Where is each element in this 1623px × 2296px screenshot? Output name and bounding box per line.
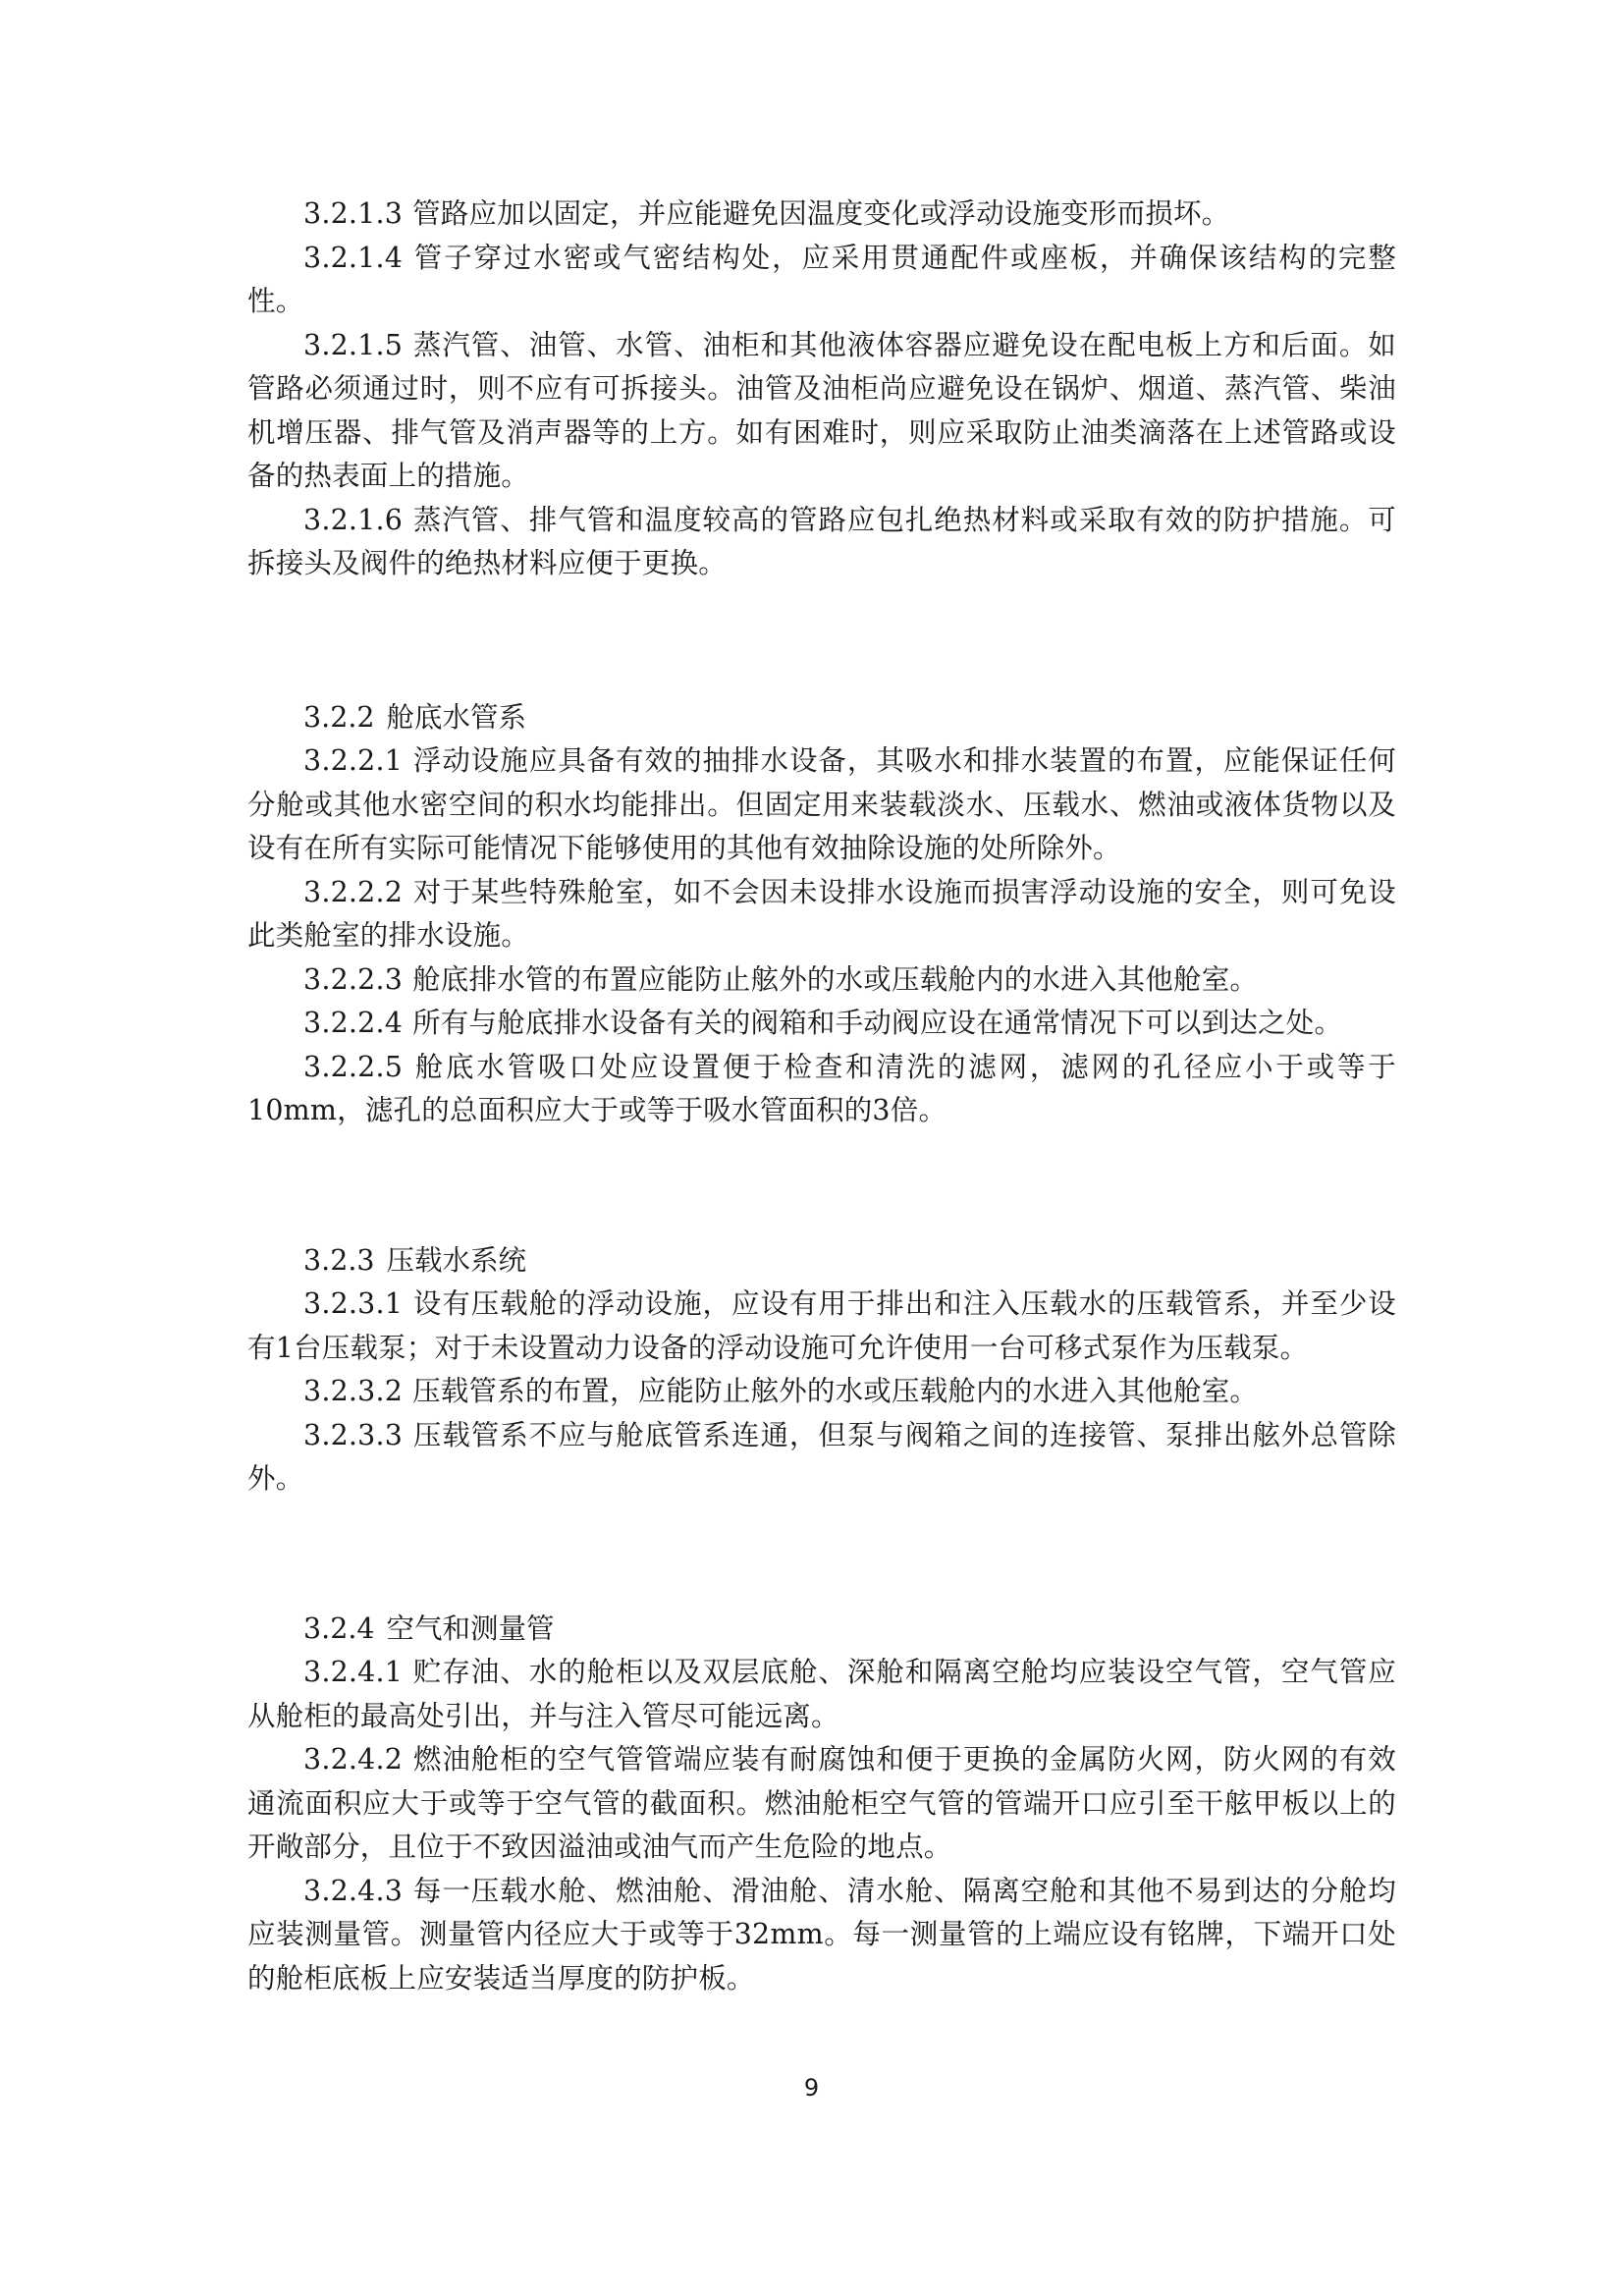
paragraph-number: 3.2.2.2 [303, 875, 404, 908]
page-content [247, 192, 1396, 2000]
paragraph-number: 3.2.4.3 [303, 1874, 404, 1907]
paragraph-text: 压载管系不应与舱底管系连通，但泵与阀箱之间的连接管、泵排出舷外总管除外。 [247, 1418, 1396, 1495]
paragraph-number: 3.2.2.3 [303, 962, 404, 996]
paragraph-text: 舱底排水管的布置应能防止舷外的水或压载舱内的水进入其他舱室。 [412, 962, 1259, 996]
section-title: 压载水系统 [386, 1243, 527, 1277]
section-number: 3.2.4 [303, 1612, 375, 1645]
paragraph-text: 燃油舱柜的空气管管端应装有耐腐蚀和便于更换的金属防火网，防火网的有效通流面积应大于或等于空气管的截面积。燃油舱柜空气管的管端开口应引至干舷甲板以上的开敞部分，且位于不致因溢油或油气而产生危险的地点。 [247, 1743, 1396, 1863]
section-spacer [247, 1502, 1396, 1608]
paragraph-number: 3.2.3.2 [303, 1375, 404, 1407]
paragraph-number: 3.2.1.5 [303, 328, 404, 361]
paragraph-text: 管子穿过水密或气密结构处，应采用贯通配件或座板，并确保该结构的完整性。 [247, 241, 1396, 317]
page-number: 9 [803, 2074, 820, 2102]
paragraph-3-2-4-3 [247, 1870, 1396, 2001]
paragraph-number: 3.2.3.3 [303, 1418, 404, 1451]
section-spacer [247, 586, 1396, 696]
paragraph-3-2-3-3 [247, 1414, 1396, 1502]
paragraph-text: 每一压载水舱、燃油舱、滑油舱、清水舱、隔离空舱和其他不易到达的分舱均应装测量管。测量管内径应大于或等于32mm。每一测量管的上端应设有铭牌，下端开口处的舱柜底板上应安装适当厚度的防护板。 [247, 1874, 1396, 1995]
section-title: 舱底水管系 [386, 700, 527, 734]
paragraph-text: 贮存油、水的舱柜以及双层底舱、深舱和隔离空舱均应装设空气管，空气管应从舱柜的最高处引出，并与注入管尽可能远离。 [247, 1656, 1396, 1732]
section-heading-3-2-4 [247, 1608, 1396, 1652]
paragraph-text: 对于某些特殊舱室，如不会因未设排水设施而损害浮动设施的安全，则可免设此类舱室的排水设施。 [247, 875, 1396, 952]
paragraph-text: 蒸汽管、油管、水管、油柜和其他液体容器应避免设在配电板上方和后面。如管路必须通过时，则不应有可拆接头。油管及油柜尚应避免设在锅炉、烟道、蒸汽管、柴油机增压器、排气管及消声器等的上方。如有困难时，则应采取防止油类滴落在上述管路或设备的热表面上的措施。 [247, 328, 1396, 492]
paragraph-number: 3.2.4.2 [303, 1743, 404, 1776]
paragraph-number: 3.2.4.1 [303, 1656, 404, 1688]
section-number: 3.2.3 [303, 1243, 375, 1277]
section-heading-3-2-3 [247, 1239, 1396, 1284]
paragraph-text: 压载管系的布置，应能防止舷外的水或压载舱内的水进入其他舱室。 [412, 1375, 1259, 1407]
paragraph-number: 3.2.1.4 [303, 241, 404, 274]
paragraph-3-2-2-3 [247, 958, 1396, 1003]
paragraph-number: 3.2.2.1 [303, 744, 404, 777]
paragraph-text: 舱底水管吸口处应设置便于检查和清洗的滤网，滤网的孔径应小于或等于10mm，滤孔的总面积应大于或等于吸水管面积的3倍。 [247, 1050, 1396, 1126]
paragraph-number: 3.2.2.5 [303, 1050, 404, 1083]
paragraph-3-2-4-2 [247, 1738, 1396, 1870]
section-heading-3-2-2 [247, 696, 1396, 740]
paragraph-number: 3.2.1.3 [303, 197, 404, 230]
paragraph-text: 浮动设施应具备有效的抽排水设备，其吸水和排水装置的布置，应能保证任何分舱或其他水密空间的积水均能排出。但固定用来装载淡水、压载水、燃油或液体货物以及设有在所有实际可能情况下能够使用的其他有效抽除设施的处所除外。 [247, 744, 1396, 864]
section-title: 空气和测量管 [386, 1612, 555, 1645]
paragraph-number: 3.2.2.4 [303, 1007, 404, 1039]
paragraph-text: 所有与舱底排水设备有关的阀箱和手动阀应设在通常情况下可以到达之处。 [412, 1007, 1343, 1039]
paragraph-number: 3.2.3.1 [303, 1287, 404, 1320]
paragraph-text: 蒸汽管、排气管和温度较高的管路应包扎绝热材料或采取有效的防护措施。可拆接头及阀件的绝热材料应便于更换。 [247, 503, 1396, 579]
section-number: 3.2.2 [303, 700, 375, 734]
paragraph-3-2-2-2 [247, 871, 1396, 958]
paragraph-number: 3.2.1.6 [303, 503, 404, 536]
section-spacer [247, 1133, 1396, 1239]
paragraph-3-2-1-5 [247, 324, 1396, 499]
paragraph-3-2-3-2 [247, 1370, 1396, 1414]
paragraph-3-2-3-1 [247, 1283, 1396, 1370]
paragraph-3-2-2-1 [247, 739, 1396, 871]
paragraph-3-2-1-3 [247, 192, 1396, 237]
paragraph-text: 设有压载舱的浮动设施，应设有用于排出和注入压载水的压载管系，并至少设有1台压载泵；对于未设置动力设备的浮动设施可允许使用一台可移式泵作为压载泵。 [247, 1287, 1396, 1364]
paragraph-3-2-4-1 [247, 1651, 1396, 1738]
paragraph-3-2-2-5 [247, 1046, 1396, 1133]
paragraph-3-2-2-4 [247, 1002, 1396, 1046]
paragraph-3-2-1-4 [247, 237, 1396, 324]
paragraph-text: 管路应加以固定，并应能避免因温度变化或浮动设施变形而损坏。 [412, 197, 1230, 230]
paragraph-3-2-1-6 [247, 499, 1396, 586]
